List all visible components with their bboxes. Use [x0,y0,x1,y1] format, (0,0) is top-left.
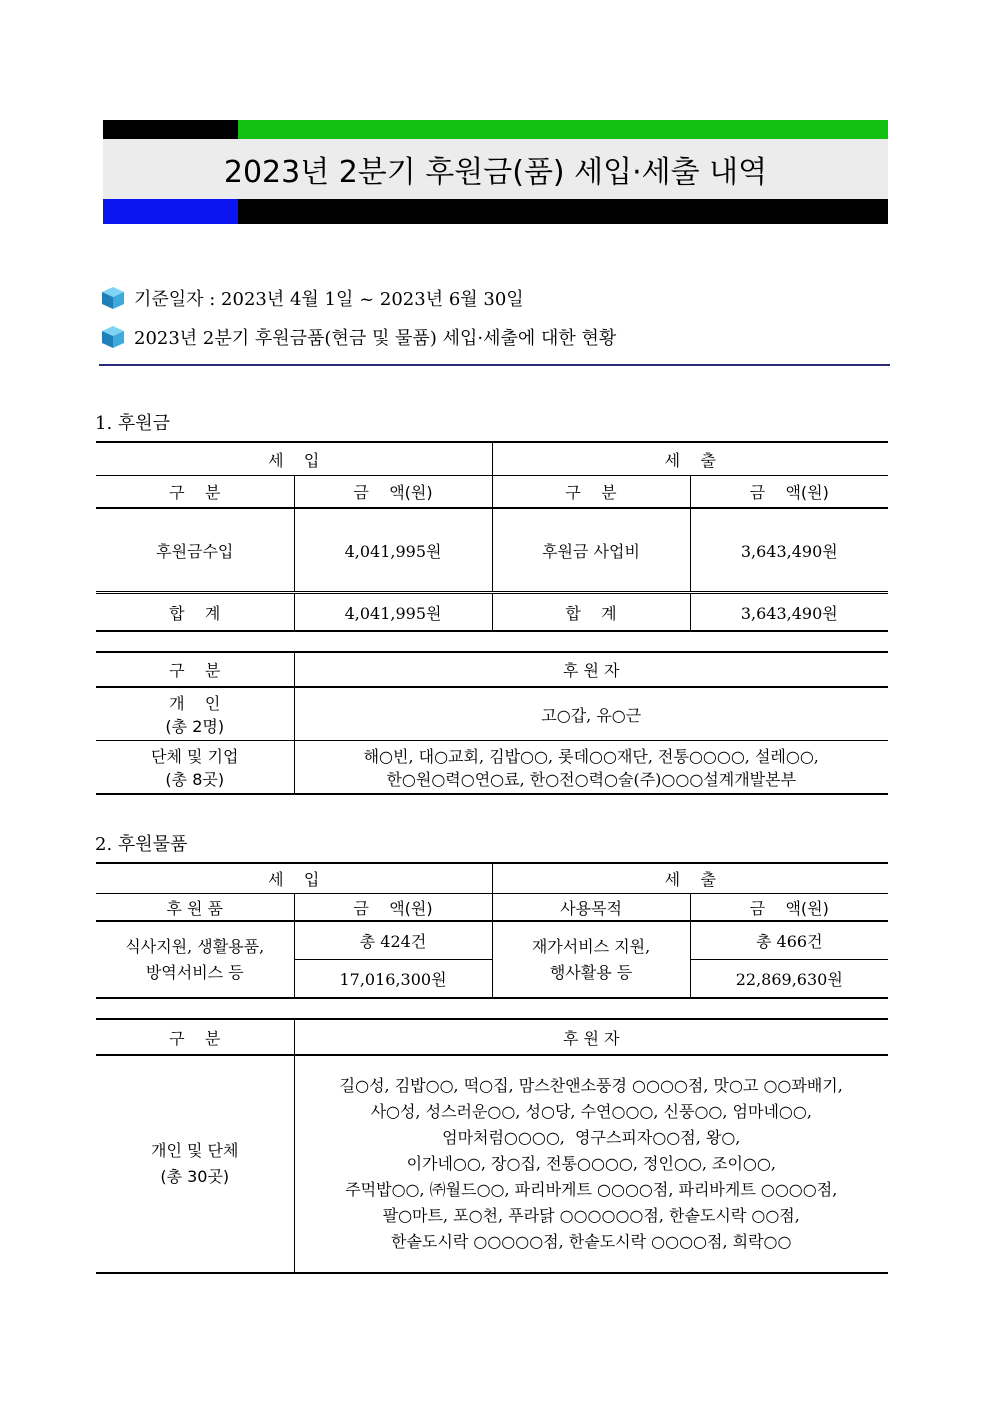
sum-expense: 3,643,490원 [690,593,888,632]
divider [99,364,890,366]
group-names [294,741,888,795]
col-amount: 금 액(원) [690,476,888,509]
info-period-text: 기준일자 : 2023년 4월 1일 ~ 2023년 6월 30일 [134,289,524,310]
goods-donor-line: 팔○마트, 포○천, 푸라닭 ○○○○○○점, 한솥도시락 ○○점, [382,1206,800,1225]
goods-donor-line: 엄마처럼○○○○, 영구스피자○○점, 왕○, [442,1128,741,1147]
goods-donor-cell [96,1055,294,1273]
group-names-line: 해○빈, 대○교회, 김밥○○, 롯데○○재단, 전통○○○○, 설레○○, [363,747,819,766]
sum-label: 합 계 [96,593,294,632]
donation-table [96,441,888,632]
goods-donor-names [294,1055,888,1273]
expense-header: 세 출 [492,442,888,476]
sum-label: 합 계 [492,593,690,632]
group-count: (총 8곳) [165,770,225,789]
section-title-goods: 2. 후원물품 [95,834,188,855]
expense-amount: 22,869,630원 [690,960,888,999]
income-amount: 17,016,300원 [294,960,492,999]
income-header: 세 입 [96,442,492,476]
group-label: 단체 및 기업 [151,747,239,766]
goods-donor-line: 길○성, 김밥○○, 떡○집, 맘스찬앤소풍경 ○○○○점, 맛○고 ○○꽈배기, [339,1076,843,1095]
expense-item: 후원금 사업비 [492,508,690,593]
expense-header: 세 출 [492,863,888,894]
goods-purpose-line: 재가서비스 지원, [531,936,651,956]
section-title-donations: 1. 후원금 [95,413,171,434]
banner-strip-blue [103,199,238,224]
goods-donor-count: (총 30곳) [160,1167,230,1186]
goods-donor-line: 한솥도시락 ○○○○○점, 한솥도시락 ○○○○점, 희락○○ [391,1232,792,1251]
income-amount: 4,041,995원 [294,508,492,593]
goods-donor-line: 사○성, 성스러운○○, 성○당, 수연○○○, 신풍○○, 엄마네○○, [370,1102,812,1121]
individual-label: 개 인 [169,694,221,713]
title-banner [103,120,888,224]
individual-names: 고○갑, 유○근 [294,687,888,741]
page-title: 2023년 2분기 후원금(품) 세입·세출 내역 [103,139,888,199]
banner-strip-black [103,120,238,139]
col-amount: 금 액(원) [690,894,888,922]
cube-icon [100,285,126,311]
col-category: 구 분 [96,1019,294,1055]
group-names-line: 한○원○력○연○료, 한○전○력○술(주)○○○설계개발본부 [386,770,797,789]
cube-icon [100,324,126,350]
group-cell [96,741,294,795]
col-item: 후 원 품 [96,894,294,922]
info-summary [100,324,616,350]
banner-strip-green [238,120,888,139]
col-donor: 후 원 자 [294,652,888,687]
goods-donor-line: 이가네○○, 장○집, 전통○○○○, 정인○○, 조이○○, [406,1154,776,1173]
individual-count: (총 2명) [165,717,225,736]
info-summary-text: 2023년 2분기 후원금품(현금 및 물품) 세입·세출에 대한 현황 [134,328,617,349]
col-donor: 후 원 자 [294,1019,888,1055]
individual-cell [96,687,294,741]
col-purpose: 사용목적 [492,894,690,922]
income-item: 후원금수입 [96,508,294,593]
expense-count: 총 466건 [690,921,888,960]
goods-items-line: 식사지원, 생활용품, [125,936,265,956]
col-category: 구 분 [492,476,690,509]
col-amount: 금 액(원) [294,894,492,922]
goods-donor-label: 개인 및 단체 [151,1141,239,1160]
donor-table [96,651,888,795]
goods-table [96,862,888,999]
sum-income: 4,041,995원 [294,593,492,632]
goods-donor-table [96,1018,888,1274]
goods-purpose [492,921,690,998]
banner-strip-black-bottom [238,199,888,224]
col-amount: 금 액(원) [294,476,492,509]
income-count: 총 424건 [294,921,492,960]
col-category: 구 분 [96,652,294,687]
income-header: 세 입 [96,863,492,894]
goods-donor-line: 주먹밥○○, ㈜월드○○, 파리바게트 ○○○○점, 파리바게트 ○○○○점, [345,1180,838,1199]
info-period [100,285,524,311]
goods-items-line: 방역서비스 등 [145,962,244,982]
goods-items [96,921,294,998]
goods-purpose-line: 행사활용 등 [549,962,633,982]
expense-amount: 3,643,490원 [690,508,888,593]
col-category: 구 분 [96,476,294,509]
